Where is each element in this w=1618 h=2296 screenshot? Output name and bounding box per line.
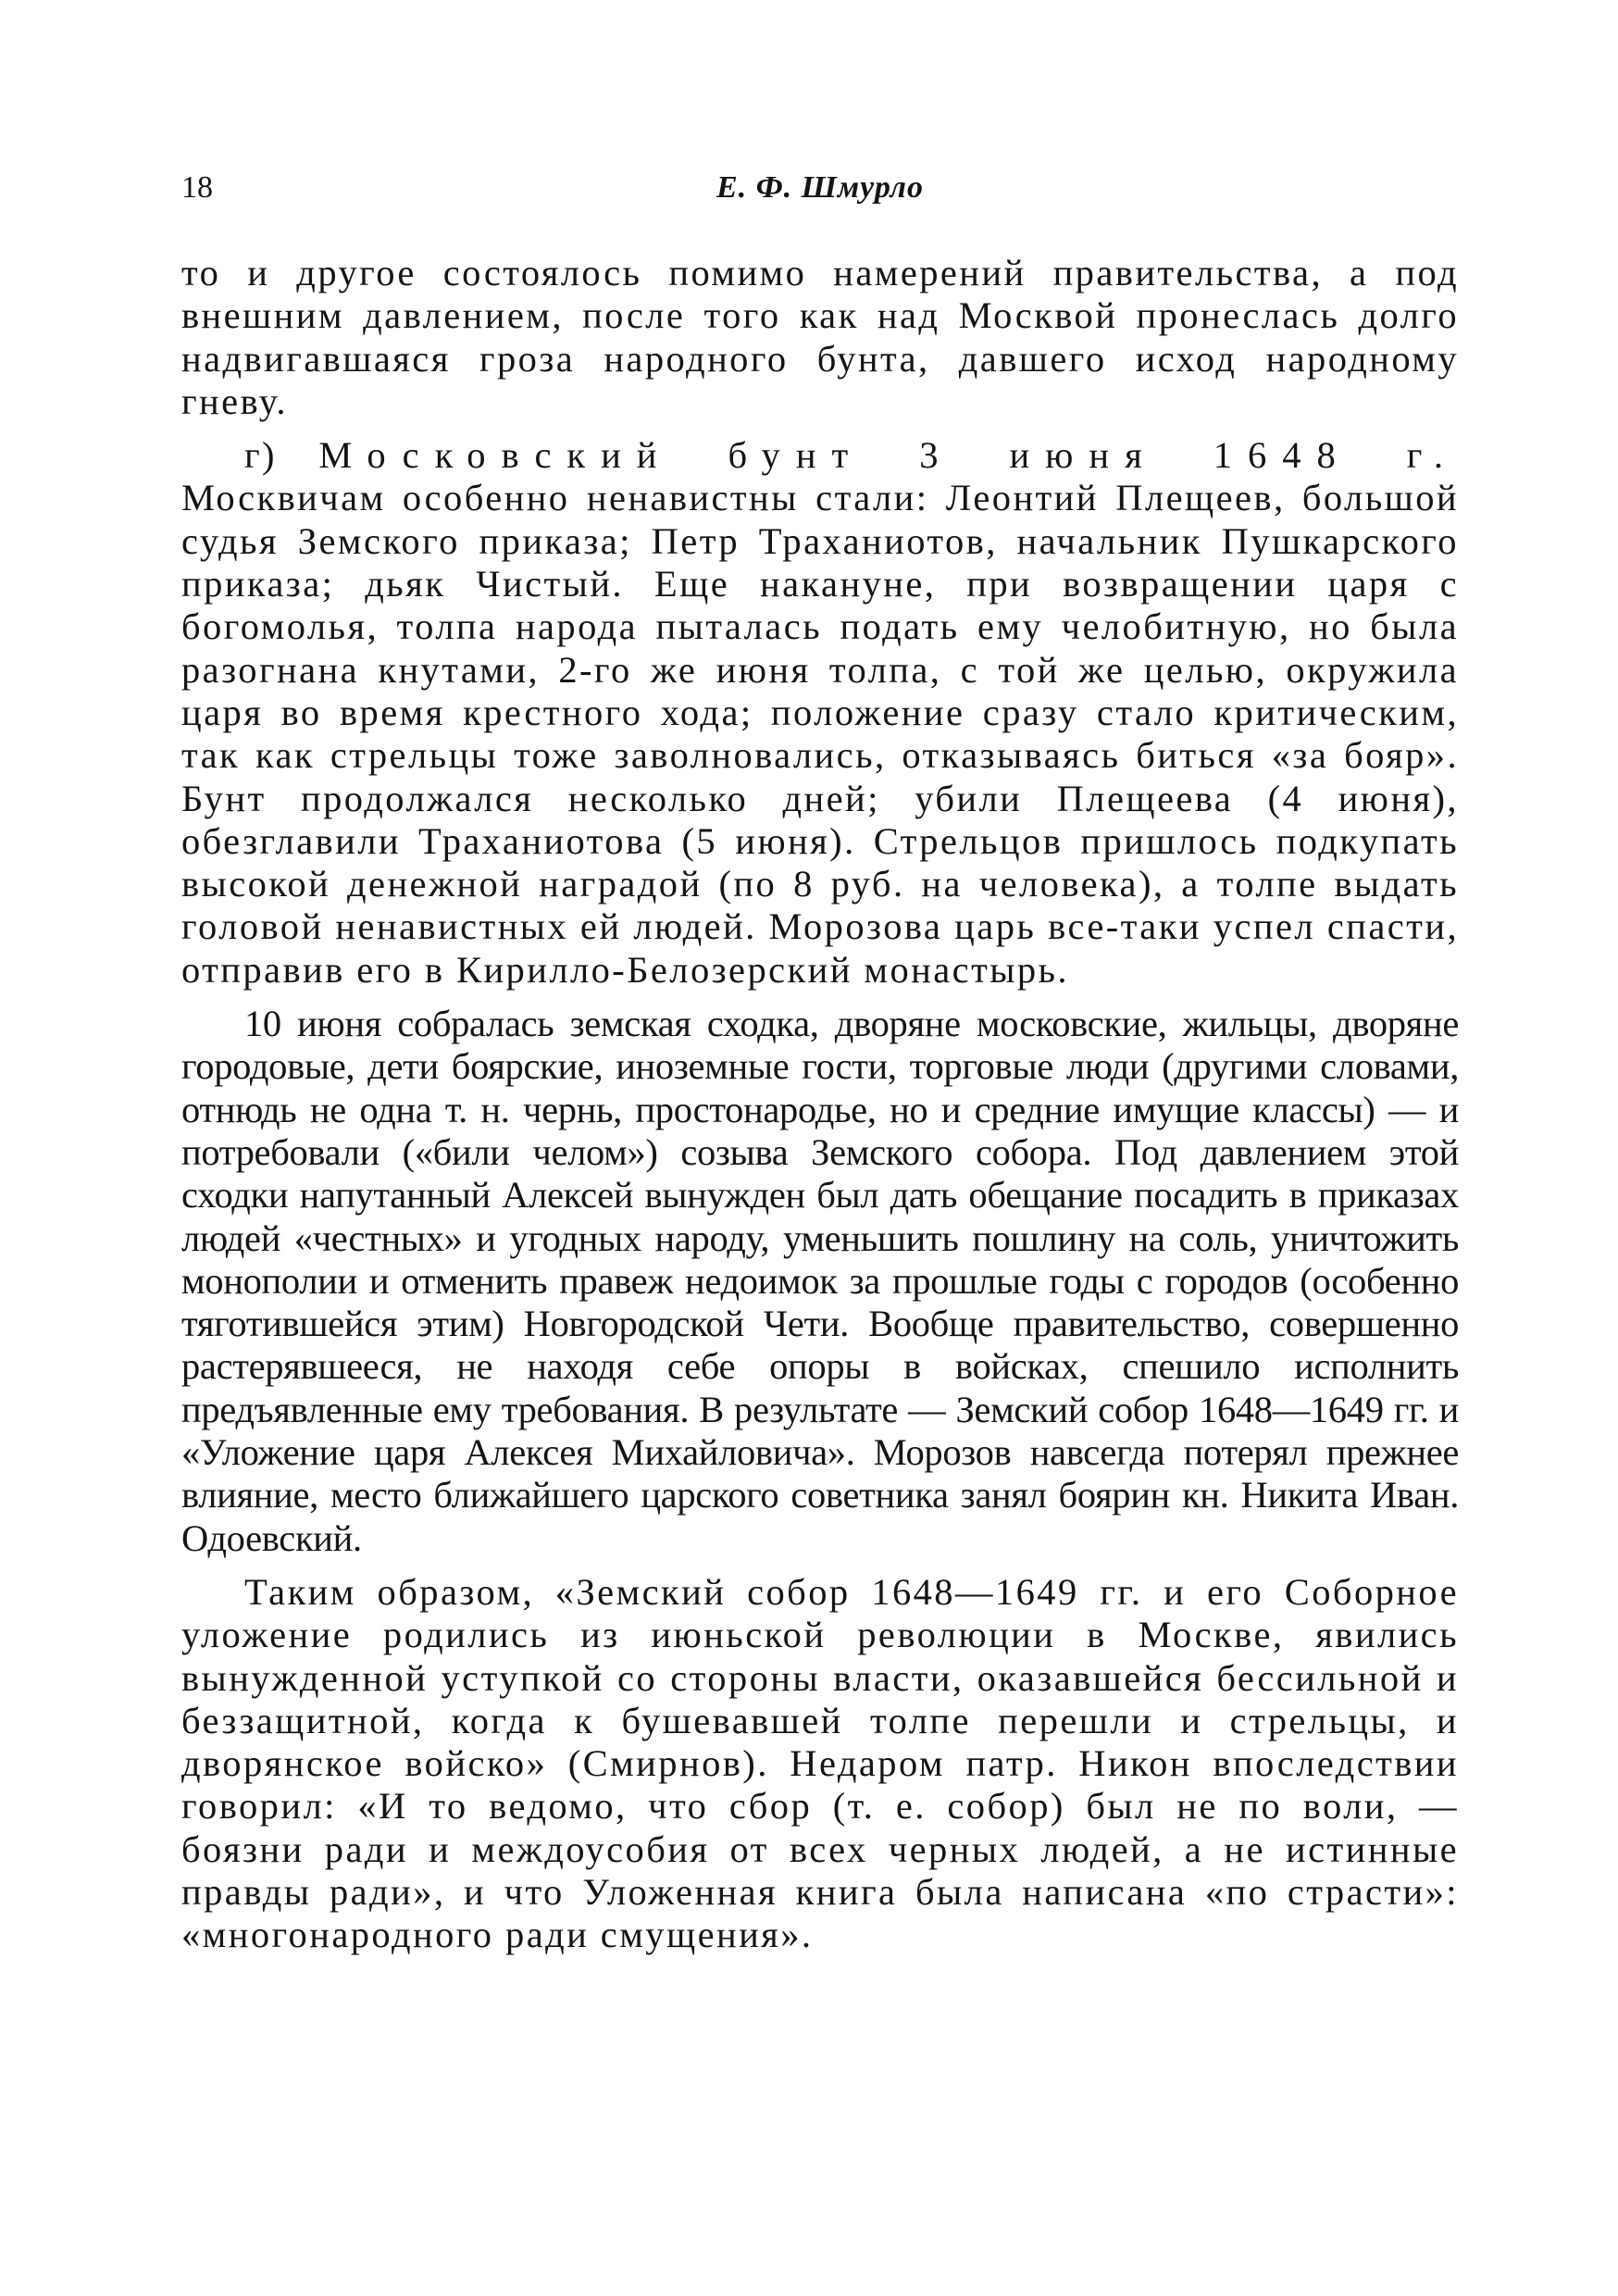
paragraph-moscow-riot bbox=[181, 434, 1459, 992]
paragraph-zemsky-gathering: 10 июня собралась земская сходка, дворяне московские, жильцы, дворяне городовые, дети боярские, иноземные гости, торговые люди (другими словами, отнюдь не одна т. н. чернь, простонародье, но и средние имущие классы) — и потребовали («били челом») созыва Земского собора. Под давлением этой сходки напутанный Алексей вынужден был дать обещание посадить в приказах людей «честных» и угодных народу, уменьшить пошлину на соль, уничтожить монополии и отменить правеж недоимок за прошлые годы с городов (особенно тяготившейся этим) Новгородской Чети. Вообще правительство, совершенно растерявшееся, не находя себе опоры в войсках, спешило исполнить предъявленные ему требования. В результате — Земский собор 1648—1649 гг. и «Уложение царя Алексея Михайловича». Морозов навсегда потерял прежнее влияние, место ближайшего царского советника занял боярин кн. Никита Иван. Одоевский. bbox=[181, 1003, 1459, 1559]
page-header bbox=[181, 165, 1459, 211]
running-head: Е. Ф. Шмурло bbox=[716, 170, 924, 205]
paragraph-moscow-riot-text: Москвичам особенно ненавистны стали: Леонтий Плещеев, большой судья Земского приказа; Петр Траханиотов, начальник Пушкарского приказа; дьяк Чистый. Еще накануне, при возвращении царя с богомолья, толпа народа пыталась подать ему челобитную, но была разогнана кнутами, 2-го же июня толпа, с той же целью, окружила царя во время крестного хода; положение сразу стало критическим, так как стрельцы тоже заволновались, отказываясь биться «за бояр». Бунт продолжался несколько дней; убили Плещеева (4 июня), обезглавили Траханиотова (5 июня). Стрельцов пришлось подкупать высокой денежной наградой (по 8 руб. на человека), а толпе выдать головой ненавистных ей людей. Морозова царь все-таки успел спасти, отправив его в Кирилло-Белозерский монастырь. bbox=[181, 477, 1459, 991]
body-text bbox=[181, 252, 1459, 1957]
section-title-spaced: Московский бунт 3 июня 1648 г. bbox=[318, 434, 1459, 477]
section-marker: г) bbox=[244, 434, 319, 477]
paragraph-continuation: то и другое состоялось помимо намерений правительства, а под внешним давлением, после того как над Москвой пронеслась долго надвигавшаяся гроза народного бунта, давшего исход народному гневу. bbox=[181, 252, 1459, 422]
page-number: 18 bbox=[181, 170, 213, 205]
paragraph-conclusion: Таким образом, «Земский собор 1648—1649 гг. и его Соборное уложение родились из июньской революции в Москве, явились вынужденной уступкой со стороны власти, оказавшейся бессильной и беззащитной, когда к бушевавшей толпе перешли и стрельцы, и дворянское войско» (Смирнов). Недаром патр. Никон впоследствии говорил: «И то ведомо, что сбор (т. е. собор) был не по воли, — боязни ради и междоусобия от всех черных людей, а не истинные правды ради», и что Уложенная книга была написана «по страсти»: «многонародного ради смущения». bbox=[181, 1570, 1459, 1956]
